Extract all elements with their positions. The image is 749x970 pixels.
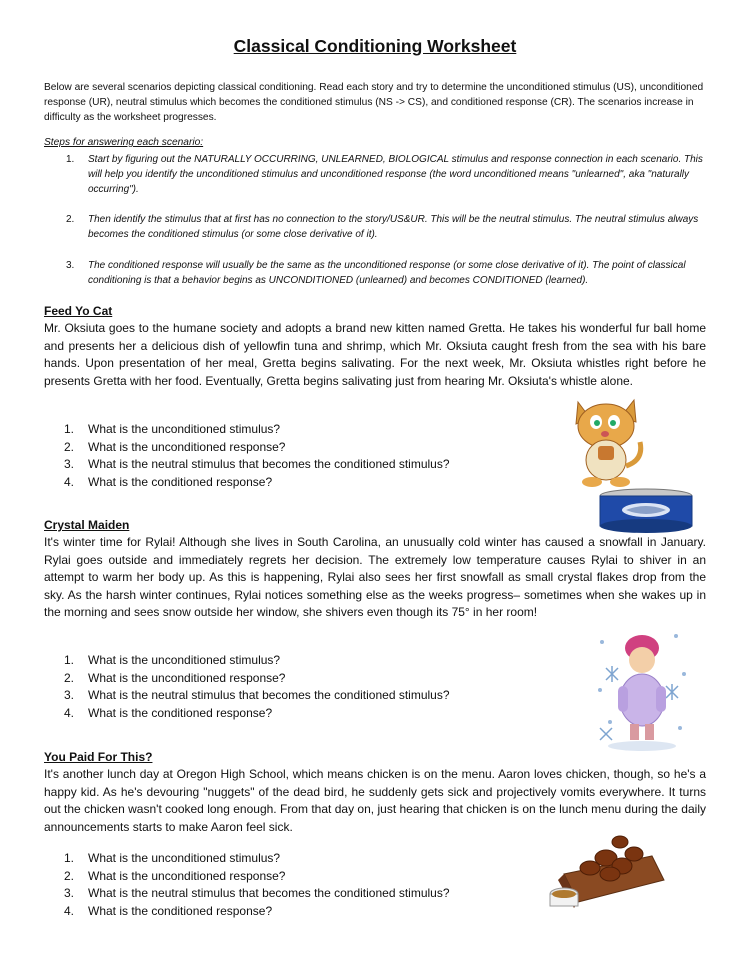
question-item: 1. What is the unconditioned stimulus? — [64, 422, 281, 436]
step-item — [44, 212, 706, 242]
step-text: Start by figuring out the NATURALLY OCCURRING, UNLEARNED, BIOLOGICAL stimulus and response connection in each scenario. This will help you identify the unconditioned stimulus and unconditioned response (the word unconditioned means "unlearned", aka "naturally occurring"). — [88, 154, 703, 195]
question-item: 3. What is the neutral stimulus that becomes the conditioned stimulus? — [64, 886, 450, 900]
question-item: 4. What is the conditioned response? — [64, 474, 273, 489]
step-number: 1. — [66, 154, 75, 165]
question-item: 2. What is the unconditioned response? — [64, 868, 286, 883]
question-item: 1. What is the unconditioned stimulus? — [64, 653, 281, 667]
step-number: 2. — [66, 214, 75, 225]
step-item — [44, 258, 706, 288]
intro-paragraph: Below are several scenarios depicting classical conditioning. Read each story and try to determine the unconditioned stimulus (US), unconditioned response (UR), neutral stimulus which becomes the conditioned stimulus (NS -> CS), and conditioned response (CR). The scenarios increase in difficulty as the worksheet progresses. — [44, 82, 704, 123]
step-number: 3. — [66, 260, 75, 271]
question-list — [44, 421, 450, 491]
question-item: 2. What is the unconditioned response? — [64, 439, 286, 454]
story-paragraph: It's winter time for Rylai! Although she lives in South Carolina, an unusually cold winter has caused a snowfall in January. Rylai goes outside and immediately regrets her decision. The extremely low temperature causes Rylai to shiver in an attempt to warm her body up. As this is happening, Rylai also sees her first snowfall as small crystal flakes drop from the sky. As the harsh winter continues, Rylai notices something else as the weeks progress– sometimes when she wakes up in the morning and sees snow outside her window, she shivers even though its 75° in her room! — [44, 535, 706, 619]
question-item: 1. What is the unconditioned stimulus? — [64, 851, 281, 865]
section-title-you-paid-for-this: You Paid For This? — [44, 750, 153, 764]
question-item: 3. What is the neutral stimulus that becomes the conditioned stimulus? — [64, 457, 450, 471]
step-text: Then identify the stimulus that at first has no connection to the story/US&UR. This will be the neutral stimulus. The neutral stimulus always becomes the conditioned stimulus (or some close derivative of it). — [88, 214, 699, 240]
question-list — [44, 850, 450, 920]
story-paragraph: Mr. Oksiuta goes to the humane society and adopts a brand new kitten named Gretta. He takes his wonderful fur ball home and presents her a delicious dish of yellowfin tuna and shrimp, which Mr. Oksiuta caught fresh from the sea with his bare hands. Upon presentation of her meal, Gretta begins salivating. For the next week, Mr. Oksiuta whistles right before he presents Gretta with her food. Eventually, Gretta begins salivating just from hearing Mr. Oksiuta's whistle alone. — [44, 321, 706, 388]
chicken-nuggets-icon — [544, 828, 668, 912]
question-item: 4. What is the conditioned response? — [64, 903, 273, 918]
question-item: 3. What is the neutral stimulus that becomes the conditioned stimulus? — [64, 688, 450, 702]
step-text: The conditioned response will usually be the same as the unconditioned response (or some close derivative of it). The point of classical conditioning is that a behavior begins as UNCONDITIONED (unlearned) and becomes CONDITIONED (learned). — [88, 260, 686, 286]
question-item: 2. What is the unconditioned response? — [64, 670, 286, 685]
section-title-feed-yo-cat: Feed Yo Cat — [44, 304, 113, 318]
step-item — [44, 152, 706, 197]
section-title-crystal-maiden: Crystal Maiden — [44, 518, 130, 532]
steps-heading: Steps for answering each scenario: — [44, 137, 204, 148]
question-item: 4. What is the conditioned response? — [64, 705, 273, 720]
girl-in-snow-icon — [592, 628, 692, 752]
tuna-can-icon — [596, 488, 696, 534]
cat-eating-icon — [560, 390, 650, 490]
story-paragraph: It's another lunch day at Oregon High School, which means chicken is on the menu. Aaron loves chicken, though, so he's a happy kid. As he's devouring "nuggets" of the dead bird, he suddenly gets sick and projectively vomits everywhere. It turns out the chicken wasn't cooked long enough. From that day on, just hearing that chicken is on the lunch menu during the daily announcements starts to make Aaron feel sick. — [44, 767, 706, 834]
page-title: Classical Conditioning Worksheet — [233, 36, 517, 56]
question-list — [44, 652, 450, 722]
